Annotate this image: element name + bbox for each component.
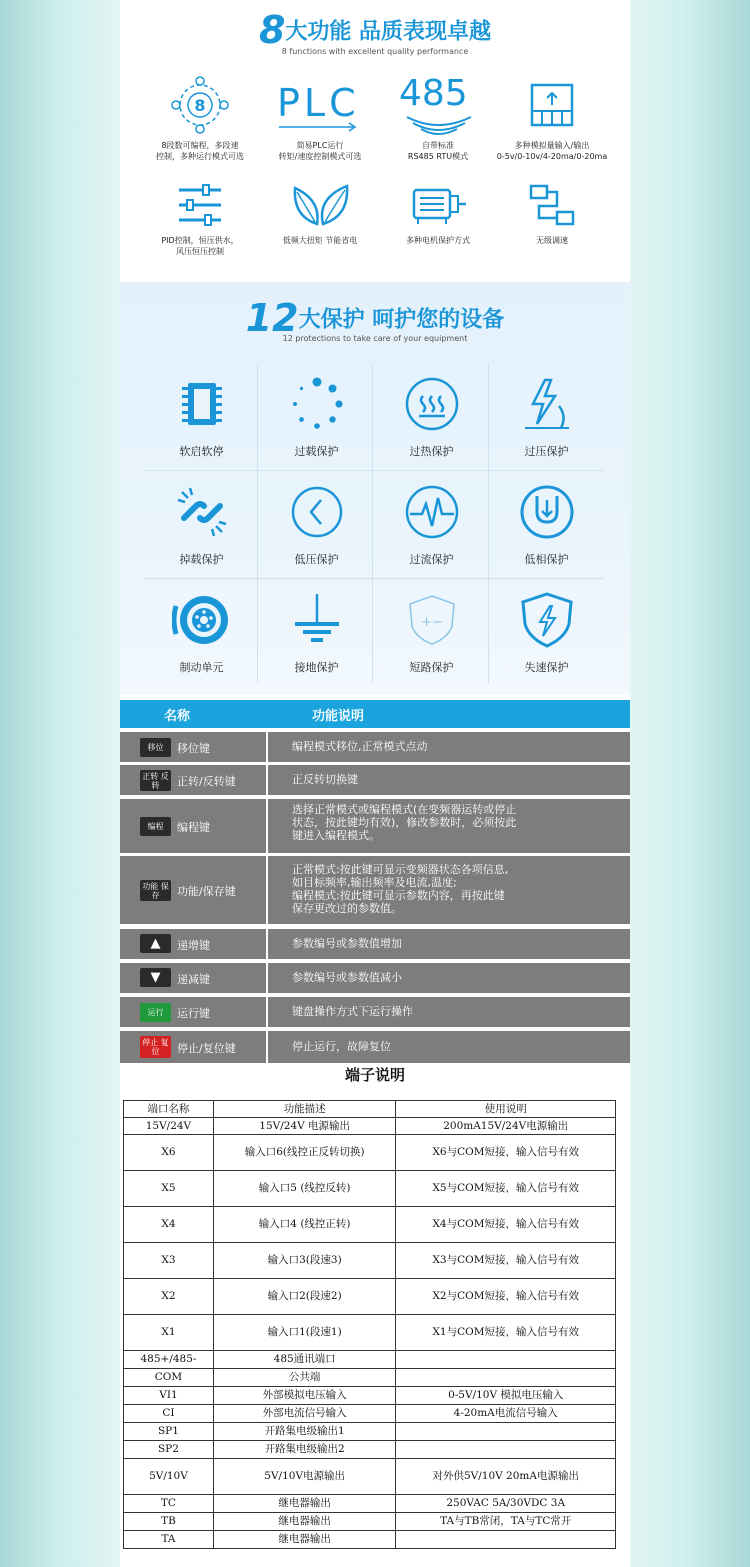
protection-short-circuit: +− 短路保护 — [374, 585, 489, 693]
key-row-run: 运行 运行键 键盘操作方式下运行操作 — [120, 997, 630, 1027]
up-arrow-icon: ▲ — [140, 934, 171, 953]
dots-ring-icon — [289, 376, 345, 432]
table-cell: 200mA15V/24V电源输出 — [396, 1118, 616, 1135]
table-row — [124, 1351, 616, 1369]
battery-shield-icon — [404, 592, 460, 648]
table-cell: 输入口5 (线控反转) — [213, 1171, 396, 1207]
table-cell: 开路集电级输出2 — [213, 1441, 396, 1459]
table-cell: SP2 — [124, 1441, 214, 1459]
feature-plc: PLC 简易PLC运行 转矩/速度控制模式可选 — [258, 70, 382, 162]
ground-icon — [289, 592, 345, 648]
table-cell: X3 — [124, 1243, 214, 1279]
key-row-decrease: ▼ 递减键 参数编号或参数值减小 — [120, 963, 630, 993]
sliders-icon — [175, 182, 225, 228]
function-save-key-badge: 功能 保存 — [140, 880, 171, 901]
table-row — [124, 1243, 616, 1279]
protections-subtitle: 12 protections to take care of your equipment — [282, 334, 468, 343]
heat-icon — [404, 376, 460, 432]
key-row-direction: 正转 反转 正转/反转键 正反转切换键 — [120, 765, 630, 795]
table-cell: 0-5V/10V 模拟电压输入 — [396, 1387, 616, 1405]
table-cell — [396, 1369, 616, 1387]
table-cell: X1 — [124, 1315, 214, 1351]
table-row — [124, 1513, 616, 1531]
table-row — [124, 1405, 616, 1423]
table-cell — [396, 1351, 616, 1369]
protection-phase-loss: 低相保护 — [489, 477, 604, 585]
table-cell: 外部模拟电压输入 — [213, 1387, 396, 1405]
table-cell: 5V/10V电源输出 — [213, 1459, 396, 1495]
table-cell: 输入口4 (线控正转) — [213, 1207, 396, 1243]
protection-overload: 过载保护 — [259, 369, 374, 477]
protection-stall: 失速保护 — [489, 585, 604, 693]
table-cell: 继电器输出 — [213, 1513, 396, 1531]
table-row — [124, 1441, 616, 1459]
protection-undervoltage: 低压保护 — [259, 477, 374, 585]
table-cell: 4-20mA电流信号输入 — [396, 1405, 616, 1423]
plc-icon: PLC — [265, 75, 375, 135]
table-cell: 485+/485- — [124, 1351, 214, 1369]
table-row — [124, 1459, 616, 1495]
table-cell: X1与COM短接，输入信号有效 — [396, 1315, 616, 1351]
table-row — [124, 1423, 616, 1441]
direction-key-badge: 正转 反转 — [140, 770, 171, 791]
gear-8-icon — [168, 73, 232, 137]
table-cell: 外部电流信号输入 — [213, 1405, 396, 1423]
functions-subtitle: 8 functions with excellent quality performance — [281, 47, 469, 56]
lightning-icon — [519, 376, 575, 432]
table-cell: X2与COM短接，输入信号有效 — [396, 1279, 616, 1315]
feature-analog-io: 多种模拟量输入/输出 0-5v/0-10v/4-20ma/0-20ma — [490, 70, 614, 162]
table-cell: 开路集电级输出1 — [213, 1423, 396, 1441]
table-cell: SP1 — [124, 1423, 214, 1441]
protections-section — [120, 282, 630, 695]
table-cell: X2 — [124, 1279, 214, 1315]
table-cell: 继电器输出 — [213, 1531, 396, 1549]
shield-bolt-icon — [519, 592, 575, 648]
protection-overheat: 过热保护 — [374, 369, 489, 477]
table-row — [124, 1531, 616, 1549]
low-voltage-icon — [289, 484, 345, 540]
table-row — [124, 1369, 616, 1387]
feature-stepless-speed: 无级调速 — [490, 175, 614, 246]
chip-icon — [180, 377, 224, 431]
terminals-table — [123, 1100, 616, 1549]
protection-load-loss: 掉载保护 — [144, 477, 259, 585]
table-cell: X4与COM短接，输入信号有效 — [396, 1207, 616, 1243]
feature-multi-speed: 8 8段数可编程，多段速 控制，多种运行模式可选 — [138, 70, 262, 162]
table-cell — [396, 1441, 616, 1459]
table-row — [124, 1279, 616, 1315]
table-cell: VI1 — [124, 1387, 214, 1405]
table-row — [124, 1495, 616, 1513]
functions-title: 8大功能 品质表现卓越 — [258, 8, 492, 52]
table-cell: 公共端 — [213, 1369, 396, 1387]
table-cell: 250VAC 5A/30VDC 3A — [396, 1495, 616, 1513]
low-phase-icon — [519, 484, 575, 540]
keypad-header: 名称 功能说明 — [120, 700, 630, 728]
protection-soft-start: 软启软停 — [144, 369, 259, 477]
motor-icon — [408, 182, 468, 228]
table-cell: 5V/10V — [124, 1459, 214, 1495]
table-cell — [396, 1531, 616, 1549]
table-row — [124, 1118, 616, 1135]
table-row — [124, 1171, 616, 1207]
table-row — [124, 1135, 616, 1171]
table-cell: TA — [124, 1531, 214, 1549]
table-cell: 15V/24V 电源输出 — [213, 1118, 396, 1135]
svg-text:+−: +− — [420, 615, 443, 630]
table-cell: X6 — [124, 1135, 214, 1171]
brake-disc-icon — [172, 592, 232, 648]
table-cell: COM — [124, 1369, 214, 1387]
rs485-icon: 485 — [393, 73, 483, 137]
table-cell: 输入口1(段速1) — [213, 1315, 396, 1351]
table-row — [124, 1387, 616, 1405]
speed-regulation-icon — [527, 182, 577, 228]
table-cell: TB — [124, 1513, 214, 1531]
protections-grid — [144, 363, 604, 683]
protection-grounding: 接地保护 — [259, 585, 374, 693]
leaf-icon — [289, 180, 351, 230]
table-cell: X3与COM短接，输入信号有效 — [396, 1243, 616, 1279]
table-header-row: 端口名称 功能描述 使用说明 — [124, 1101, 616, 1118]
table-cell: X4 — [124, 1207, 214, 1243]
table-cell: TC — [124, 1495, 214, 1513]
table-cell: X6与COM短接，输入信号有效 — [396, 1135, 616, 1171]
table-cell: 输入口3(段速3) — [213, 1243, 396, 1279]
feature-rs485: 485 自带标准 RS485 RTU模式 — [376, 70, 500, 162]
table-cell: X5 — [124, 1171, 214, 1207]
protections-title: 12大保护 呵护您的设备 — [245, 296, 505, 340]
table-cell: X5与COM短接，输入信号有效 — [396, 1171, 616, 1207]
stop-reset-key-badge: 停止 复位 — [140, 1036, 171, 1058]
table-cell: CI — [124, 1405, 214, 1423]
table-cell: 输入口6(线控正反转切换) — [213, 1135, 396, 1171]
pulse-icon — [404, 484, 460, 540]
table-cell: 继电器输出 — [213, 1495, 396, 1513]
protection-overvoltage: 过压保护 — [489, 369, 604, 477]
key-row-increase: ▲ 递增键 参数编号或参数值增加 — [120, 929, 630, 959]
table-row — [124, 1315, 616, 1351]
table-cell: TA与TB常闭，TA与TC常开 — [396, 1513, 616, 1531]
table-cell: 15V/24V — [124, 1118, 214, 1135]
key-row-shift: 移位 移位键 编程模式移位,正常模式点动 — [120, 732, 630, 762]
table-cell: 输入口2(段速2) — [213, 1279, 396, 1315]
table-row — [124, 1207, 616, 1243]
key-row-program: 编程 编程键 选择正常模式或编程模式(在变频器运转或停止 状态，按此键均有效)，修改参数时，必须按此 键进入编程模式。 — [120, 799, 630, 853]
terminals-title: 端子说明 — [344, 1066, 405, 1084]
program-key-badge: 编程 — [140, 817, 171, 836]
broken-link-icon — [174, 484, 230, 540]
feature-pid: PID控制，恒压供水， 风压恒压控制 — [138, 175, 262, 257]
key-row-function-save: 功能 保存 功能/保存键 正常模式:按此键可显示变频器状态各项信息, 如目标频率,输出频率及电流,温度; 编程模式:按此键可显示参数内容，再按此键 保存更改过的参数值。 — [120, 856, 630, 924]
table-cell: 485通讯端口 — [213, 1351, 396, 1369]
run-key-badge: 运行 — [140, 1003, 171, 1022]
protection-brake-unit: 制动单元 — [144, 585, 259, 693]
svg-text:8: 8 — [194, 96, 206, 115]
analog-io-icon — [528, 81, 576, 129]
table-cell — [396, 1423, 616, 1441]
table-cell: 对外供5V/10V 20mA电源输出 — [396, 1459, 616, 1495]
functions-section — [120, 0, 630, 282]
feature-motor-protection: 多种电机保护方式 — [376, 175, 500, 246]
product-detail-page — [120, 0, 630, 1567]
key-row-stop-reset: 停止 复位 停止/复位键 停止运行，故障复位 — [120, 1031, 630, 1063]
protection-overcurrent: 过流保护 — [374, 477, 489, 585]
down-arrow-icon: ▼ — [140, 968, 171, 987]
feature-energy-saving: 低频大扭矩 节能省电 — [258, 175, 382, 246]
shift-key-badge: 移位 — [140, 738, 171, 757]
